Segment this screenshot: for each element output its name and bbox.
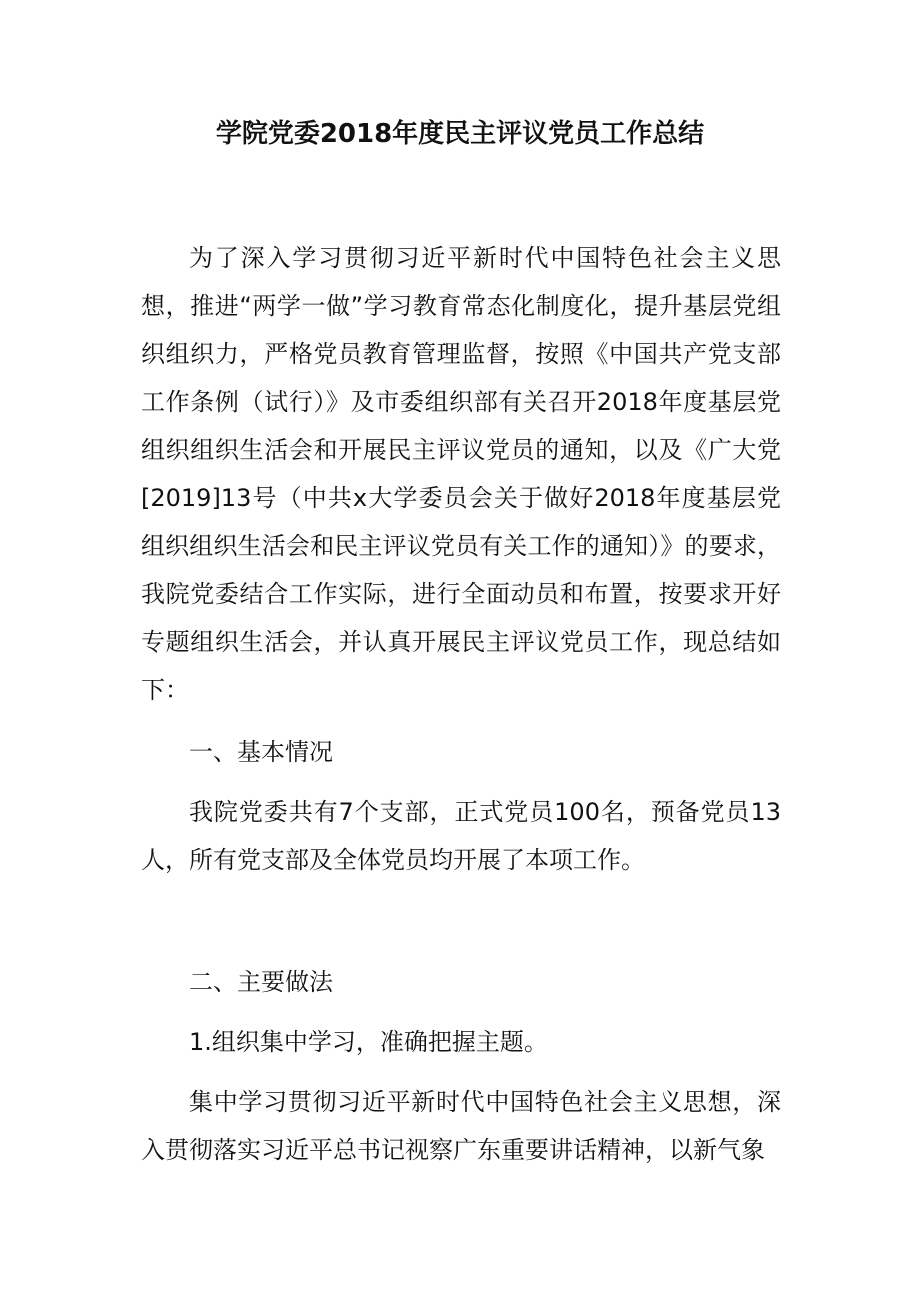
intro-paragraph: 为了深入学习贯彻习近平新时代中国特色社会主义思想，推进“两学一做”学习教育常态化制度化，提升基层党组织组织力，严格党员教育管理监督，按照《中国共产党支部工作条例（试行）》及市委组织部有关召开2018年度基层党组织组织生活会和开展民主评议党员的通知，以及《广大党[2019]13号（中共x大学委员会关于做好2018年度基层党组织组织生活会和民主评议党员有关工作的通知）》的要求，我院党委结合工作实际，进行全面动员和布置，按要求开好专题组织生活会，并认真开展民主评议党员工作，现总结如下：: [141, 244, 781, 704]
subsection-1-heading: 1.组织集中学习，准确把握主题。: [189, 1028, 548, 1056]
section-2: [141, 958, 781, 1006]
section-1-heading: 一、基本情况: [189, 738, 333, 766]
section-2-heading: 二、主要做法: [189, 968, 333, 996]
subsection-1-paragraph: 集中学习贯彻习近平新时代中国特色社会主义思想，深入贯彻落实习近平总书记视察广东重要讲话精神，以新气象: [141, 1088, 781, 1164]
document-title: 学院党委2018年度民主评议党员工作总结: [215, 119, 705, 149]
section-1-paragraph: 我院党委共有7个支部，正式党员100名，预备党员13人，所有党支部及全体党员均开展了本项工作。: [141, 798, 781, 874]
intro-section: [141, 234, 781, 714]
section-1-body: [141, 788, 781, 884]
subsection-1-body: [141, 1078, 781, 1174]
section-1: [141, 728, 781, 776]
subsection-1: [141, 1018, 781, 1066]
